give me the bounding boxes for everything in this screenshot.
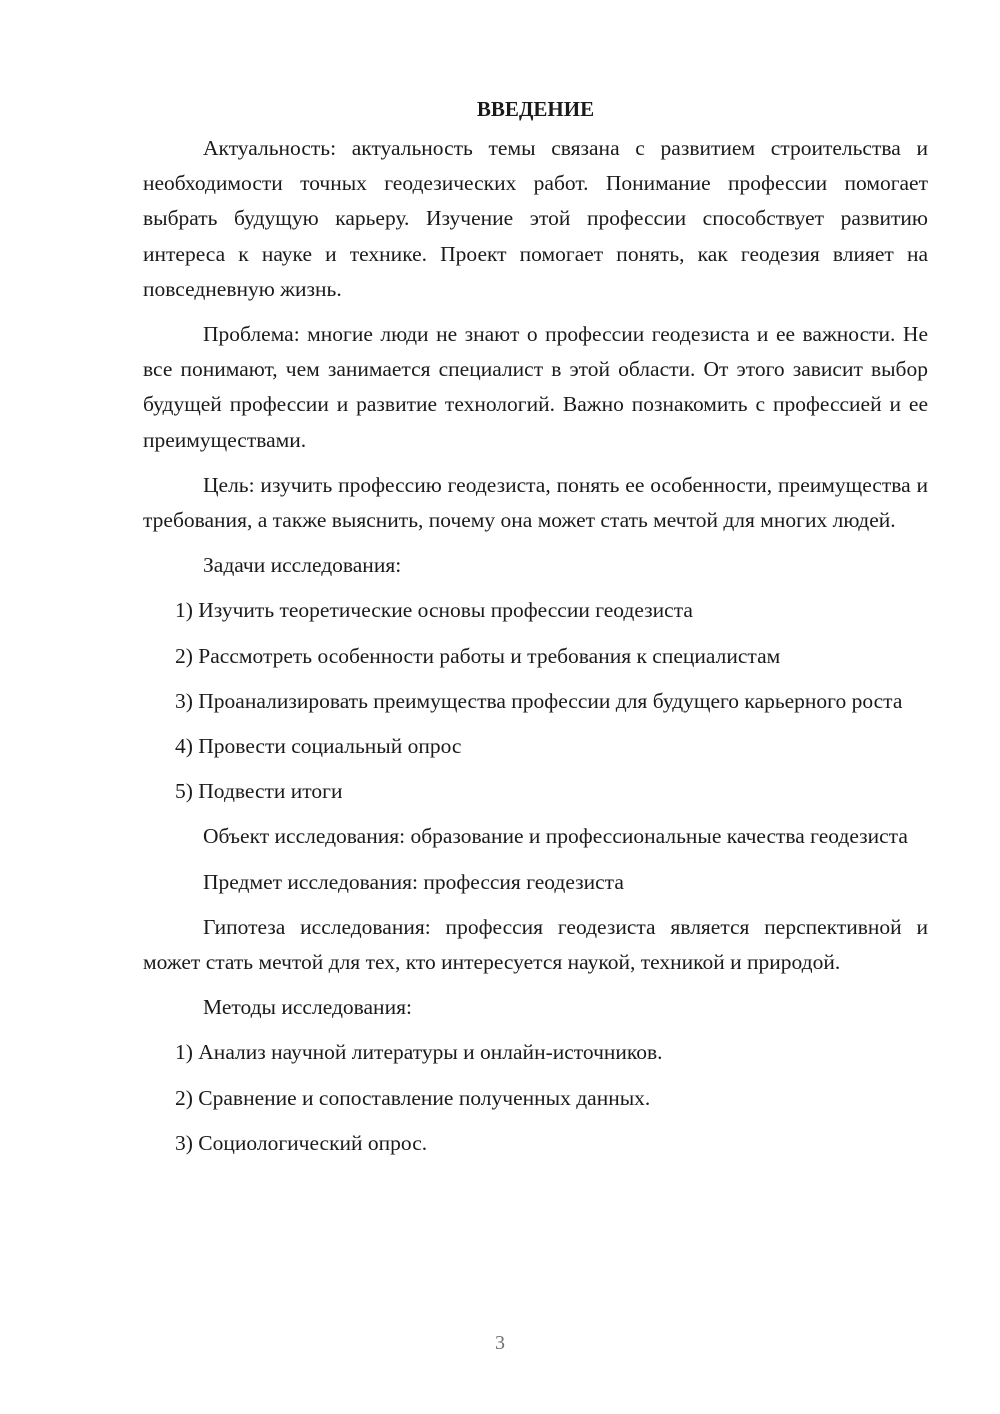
method-item-2: 2) Сравнение и сопоставление полученных данных. [175,1085,651,1110]
page-number: 3 [495,1332,505,1354]
task-item-4: 4) Провести социальный опрос [175,734,462,759]
hypothesis-paragraph: Гипотеза исследования: профессия геодезиста является перспективной и может стать мечтой для тех, кто интересуется наукой, техникой и природой. [143,914,928,975]
tasks-heading: Задачи исследования: [203,553,402,578]
object-paragraph: Объект исследования: образование и профессиональные качества геодезиста [203,824,908,849]
task-item-1: 1) Изучить теоретические основы профессии геодезиста [175,598,693,623]
task-item-2: 2) Рассмотреть особенности работы и требования к специалистам [175,643,781,668]
subject-paragraph: Предмет исследования: профессия геодезиста [203,869,624,894]
relevance-paragraph: Актуальность: актуальность темы связана с развитием строительства и необходимости точных геодезических работ. Понимание профессии помогает выбрать будущую карьеру. Изучение этой профессии способствует развитию интереса к науке и технике. Проект помогает понять, как геодезия влияет на повседневную жизнь. [143,136,928,301]
goal-paragraph: Цель: изучить профессию геодезиста, понять ее особенности, преимущества и требования, а также выяснить, почему она может стать мечтой для многих людей. [143,472,928,533]
method-item-1: 1) Анализ научной литературы и онлайн-источников. [175,1040,663,1065]
page-title: ВВЕДЕНИЕ [476,97,595,121]
task-item-3: 3) Проанализировать преимущества профессии для будущего карьерного роста [175,688,903,713]
method-item-3: 3) Социологический опрос. [175,1130,428,1155]
document-page [143,92,928,1171]
task-item-5: 5) Подвести итоги [175,779,343,804]
methods-heading: Методы исследования: [203,995,412,1020]
problem-paragraph: Проблема: многие люди не знают о профессии геодезиста и ее важности. Не все понимают, чем занимается специалист в этой области. От этого зависит выбор будущей профессии и развитие технологий. Важно познакомить с профессией и ее преимуществами. [143,322,928,452]
